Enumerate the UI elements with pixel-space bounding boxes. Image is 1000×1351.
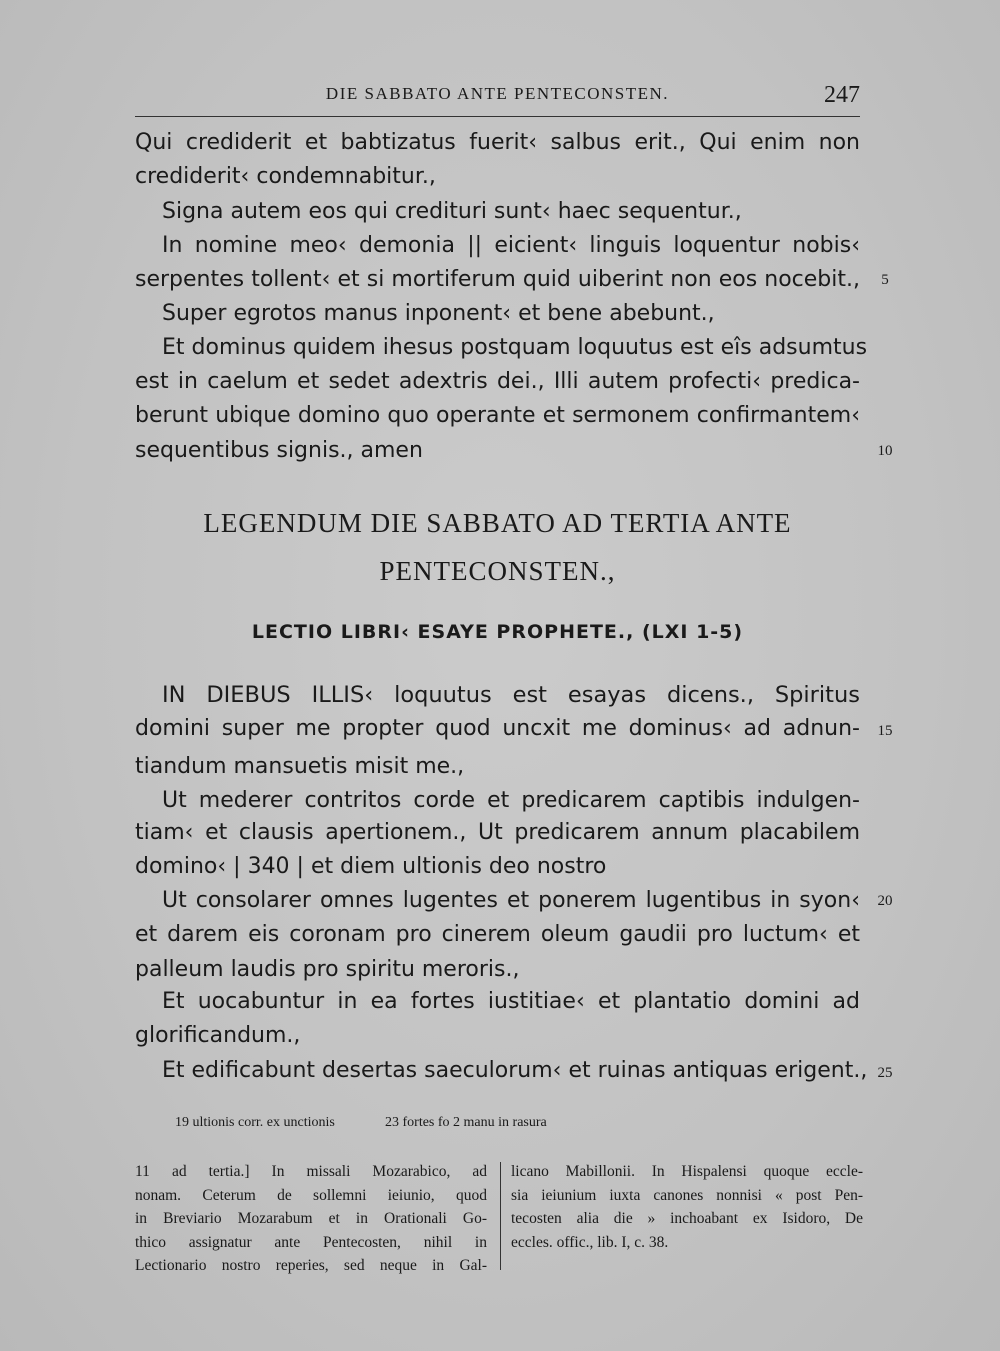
line-number: 10 (877, 443, 893, 459)
text-line: domino‹ | 340 | et diem ultionis deo nostro (135, 854, 607, 879)
text-line: Ut mederer contritos corde et predicarem captibis indulgen- (162, 788, 860, 813)
text-line: domini super me propter quod uncxit me dominus‹ ad adnun- (135, 716, 860, 741)
text-line: crediderit‹ condemnabitur., (135, 164, 436, 189)
text-line: Qui crediderit et babtizatus fuerit‹ salbus erit., Qui enim non (135, 130, 860, 155)
lectio-heading: LECTIO LIBRI‹ ESAYE PROPHETE., (LXI 1-5) (251, 621, 744, 643)
footnote-line: Lectionario nostro reperies, sed neque in Gal- (135, 1257, 487, 1274)
line-number: 25 (877, 1065, 893, 1081)
apparatus-entry: 19 ultionis corr. ex unctionis (175, 1115, 335, 1130)
running-title: DIE SABBATO ANTE PENTECONSTEN. (325, 84, 670, 103)
text-line: glorificandum., (135, 1023, 301, 1048)
text-line: est in caelum et sedet adextris dei., Illi autem profecti‹ predica- (135, 369, 860, 394)
footnote-line: nonam. Ceterum de sollemni ieiunio, quod (135, 1186, 487, 1204)
footnote-line: thico assignatur ante Pentecosten, nihil in (135, 1233, 487, 1251)
critical-apparatus (175, 1115, 875, 1131)
footnote-line: tecosten alia die » inchoabant ex Isidoro, De (511, 1210, 863, 1227)
footnote-line: 11 ad tertia.] In missali Mozarabico, ad (135, 1163, 487, 1180)
text-line: tiam‹ et clausis apertionem., Ut predicarem annum placabilem (135, 820, 860, 845)
section-heading-line-1: LEGENDUM DIE SABBATO AD TERTIA ANTE (203, 508, 792, 538)
text-line: Et edificabunt desertas saeculorum‹ et ruinas antiquas erigent., (162, 1058, 868, 1083)
page-number: 247 (824, 82, 860, 108)
text-line: et darem eis coronam pro cinerem oleum gaudii pro luctum‹ et (135, 922, 860, 947)
line-number: 20 (877, 893, 893, 909)
footnote-line: eccles. offic., lib. I, c. 38. (511, 1233, 669, 1251)
text-line: Ut consolarer omnes lugentes et ponerem lugentibus in syon‹ (162, 888, 860, 913)
section-heading-line-2: PENTECONSTEN., (379, 556, 616, 586)
text-line: Et dominus quidem ihesus postquam loquutus est eîs adsumtus (162, 335, 868, 360)
line-number: 15 (877, 723, 893, 739)
footnote-line: licano Mabillonii. In Hispalensi quoque eccle- (511, 1163, 863, 1180)
footnotes (135, 1160, 863, 1280)
footnote-line: sia ieiunium iuxta canones nonnisi « post Pen- (511, 1186, 863, 1204)
text-line: sequentibus signis., amen (135, 438, 423, 463)
line-number: 5 (881, 272, 889, 288)
text-line: Et uocabuntur in ea fortes iustitiae‹ et plantatio domini ad (162, 989, 860, 1014)
footnote-column-right (511, 1160, 863, 1254)
apparatus-entry: 23 fortes fo 2 manu in rasura (385, 1115, 547, 1130)
text-line: tiandum mansuetis misit me., (135, 754, 465, 779)
text-line: serpentes tollent‹ et si mortiferum quid uiberint non eos nocebit., (135, 267, 860, 292)
footnote-column-left (135, 1160, 487, 1278)
text-line: In nomine meo‹ demonia || eicient‹ linguis loquentur nobis‹ (162, 233, 860, 258)
text-line: Super egrotos manus inponent‹ et bene abebunt., (162, 301, 715, 326)
text-line: IN DIEBUS ILLIS‹ loquutus est esayas dicens., Spiritus (162, 682, 860, 708)
running-head (135, 80, 860, 117)
column-divider (500, 1162, 501, 1270)
text-line: berunt ubique domino quo operante et sermonem confirmantem‹ (135, 403, 860, 428)
text-line: palleum laudis pro spiritu meroris., (135, 957, 520, 982)
footnote-line: in Breviario Mozarabum et in Orationali Go- (135, 1210, 487, 1227)
text-line: Signa autem eos qui credituri sunt‹ haec sequentur., (162, 199, 742, 224)
